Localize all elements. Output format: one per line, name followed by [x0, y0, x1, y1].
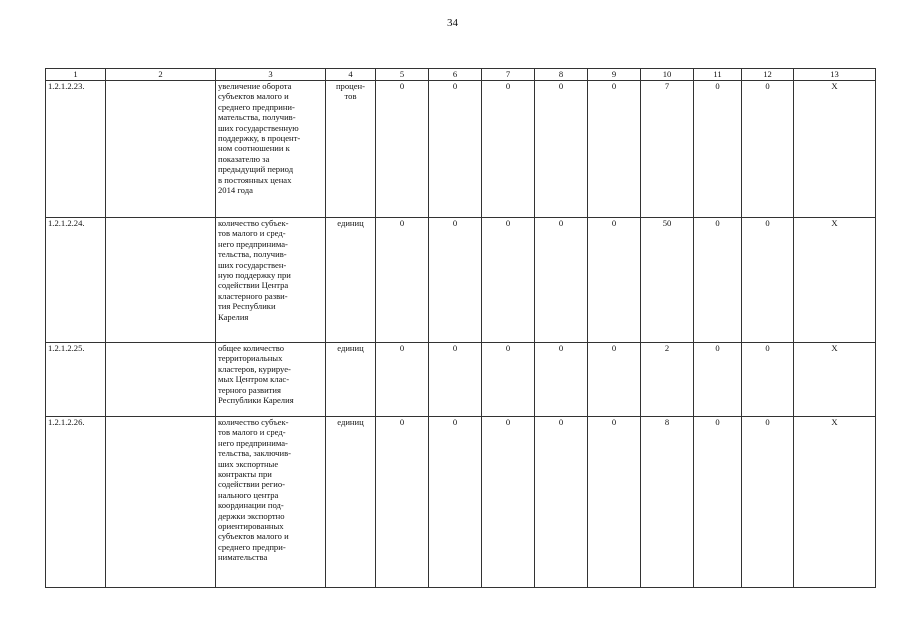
- header-col-12: 12: [742, 69, 794, 81]
- row-unit: единиц: [326, 417, 376, 588]
- row-description: общее количество территориальных кластеров, курируе- мых Центром клас- терного развития Республики Карелия: [216, 343, 326, 417]
- row-value-6: 0: [429, 343, 482, 417]
- row-value-10: 7: [641, 81, 694, 218]
- row-value-11: 0: [694, 343, 742, 417]
- row-description: увеличение оборота субъектов малого и среднего предприни- мательства, получив- ших государственную поддержку, в процент- ном соотношении к показателю за предыдущий период в постоянных ценах 2014 года: [216, 81, 326, 218]
- row-value-6: 0: [429, 218, 482, 343]
- indicators-table: [45, 68, 876, 588]
- row-value-9: 0: [588, 417, 641, 588]
- row-description: количество субъек- тов малого и сред- него предпринима- тельства, заключив- ших экспортные контракты при содействии регио- нального центра координации под- держки экспортно ориентированных субъектов малого и среднего предпри- нимательства: [216, 417, 326, 588]
- row-id: 1.2.1.2.25.: [46, 343, 106, 417]
- row-value-8: 0: [535, 81, 588, 218]
- header-col-4: 4: [326, 69, 376, 81]
- row-value-8: 0: [535, 417, 588, 588]
- row-value-8: 0: [535, 343, 588, 417]
- row-value-11: 0: [694, 218, 742, 343]
- row-value-11: 0: [694, 417, 742, 588]
- header-col-7: 7: [482, 69, 535, 81]
- row-id: 1.2.1.2.26.: [46, 417, 106, 588]
- row-value-10: 50: [641, 218, 694, 343]
- page-number: 34: [447, 17, 458, 29]
- row-value-7: 0: [482, 81, 535, 218]
- row-unit: единиц: [326, 343, 376, 417]
- row-unit: процен- тов: [326, 81, 376, 218]
- row-value-12: 0: [742, 417, 794, 588]
- row-value-5: 0: [376, 417, 429, 588]
- header-col-10: 10: [641, 69, 694, 81]
- header-col-6: 6: [429, 69, 482, 81]
- header-col-1: 1: [46, 69, 106, 81]
- row-value-10: 2: [641, 343, 694, 417]
- row-value-6: 0: [429, 417, 482, 588]
- row-value-5: 0: [376, 218, 429, 343]
- row-value-9: 0: [588, 343, 641, 417]
- header-col-9: 9: [588, 69, 641, 81]
- table-row: [46, 218, 876, 343]
- row-value-5: 0: [376, 81, 429, 218]
- row-value-12: 0: [742, 81, 794, 218]
- row-value-7: 0: [482, 343, 535, 417]
- row-value-6: 0: [429, 81, 482, 218]
- row-value-5: 0: [376, 343, 429, 417]
- header-col-13: 13: [794, 69, 876, 81]
- row-col2: [106, 417, 216, 588]
- header-col-5: 5: [376, 69, 429, 81]
- header-col-8: 8: [535, 69, 588, 81]
- row-value-11: 0: [694, 81, 742, 218]
- row-value-7: 0: [482, 417, 535, 588]
- table-row: [46, 343, 876, 417]
- row-value-7: 0: [482, 218, 535, 343]
- row-value-13: Х: [794, 417, 876, 588]
- row-id: 1.2.1.2.23.: [46, 81, 106, 218]
- row-value-9: 0: [588, 81, 641, 218]
- row-value-13: Х: [794, 218, 876, 343]
- table-row: [46, 81, 876, 218]
- row-description: количество субъек- тов малого и сред- него предпринима- тельства, получив- ших государствен- ную поддержку при содействии Центра кластерного разви- тия Республики Карелия: [216, 218, 326, 343]
- row-value-8: 0: [535, 218, 588, 343]
- row-value-10: 8: [641, 417, 694, 588]
- row-col2: [106, 343, 216, 417]
- row-col2: [106, 218, 216, 343]
- header-col-3: 3: [216, 69, 326, 81]
- row-value-12: 0: [742, 343, 794, 417]
- header-col-11: 11: [694, 69, 742, 81]
- header-col-2: 2: [106, 69, 216, 81]
- row-col2: [106, 81, 216, 218]
- table-header-row: [46, 69, 876, 81]
- table-row: [46, 417, 876, 588]
- row-id: 1.2.1.2.24.: [46, 218, 106, 343]
- row-value-9: 0: [588, 218, 641, 343]
- row-value-13: Х: [794, 81, 876, 218]
- row-unit: единиц: [326, 218, 376, 343]
- row-value-12: 0: [742, 218, 794, 343]
- row-value-13: Х: [794, 343, 876, 417]
